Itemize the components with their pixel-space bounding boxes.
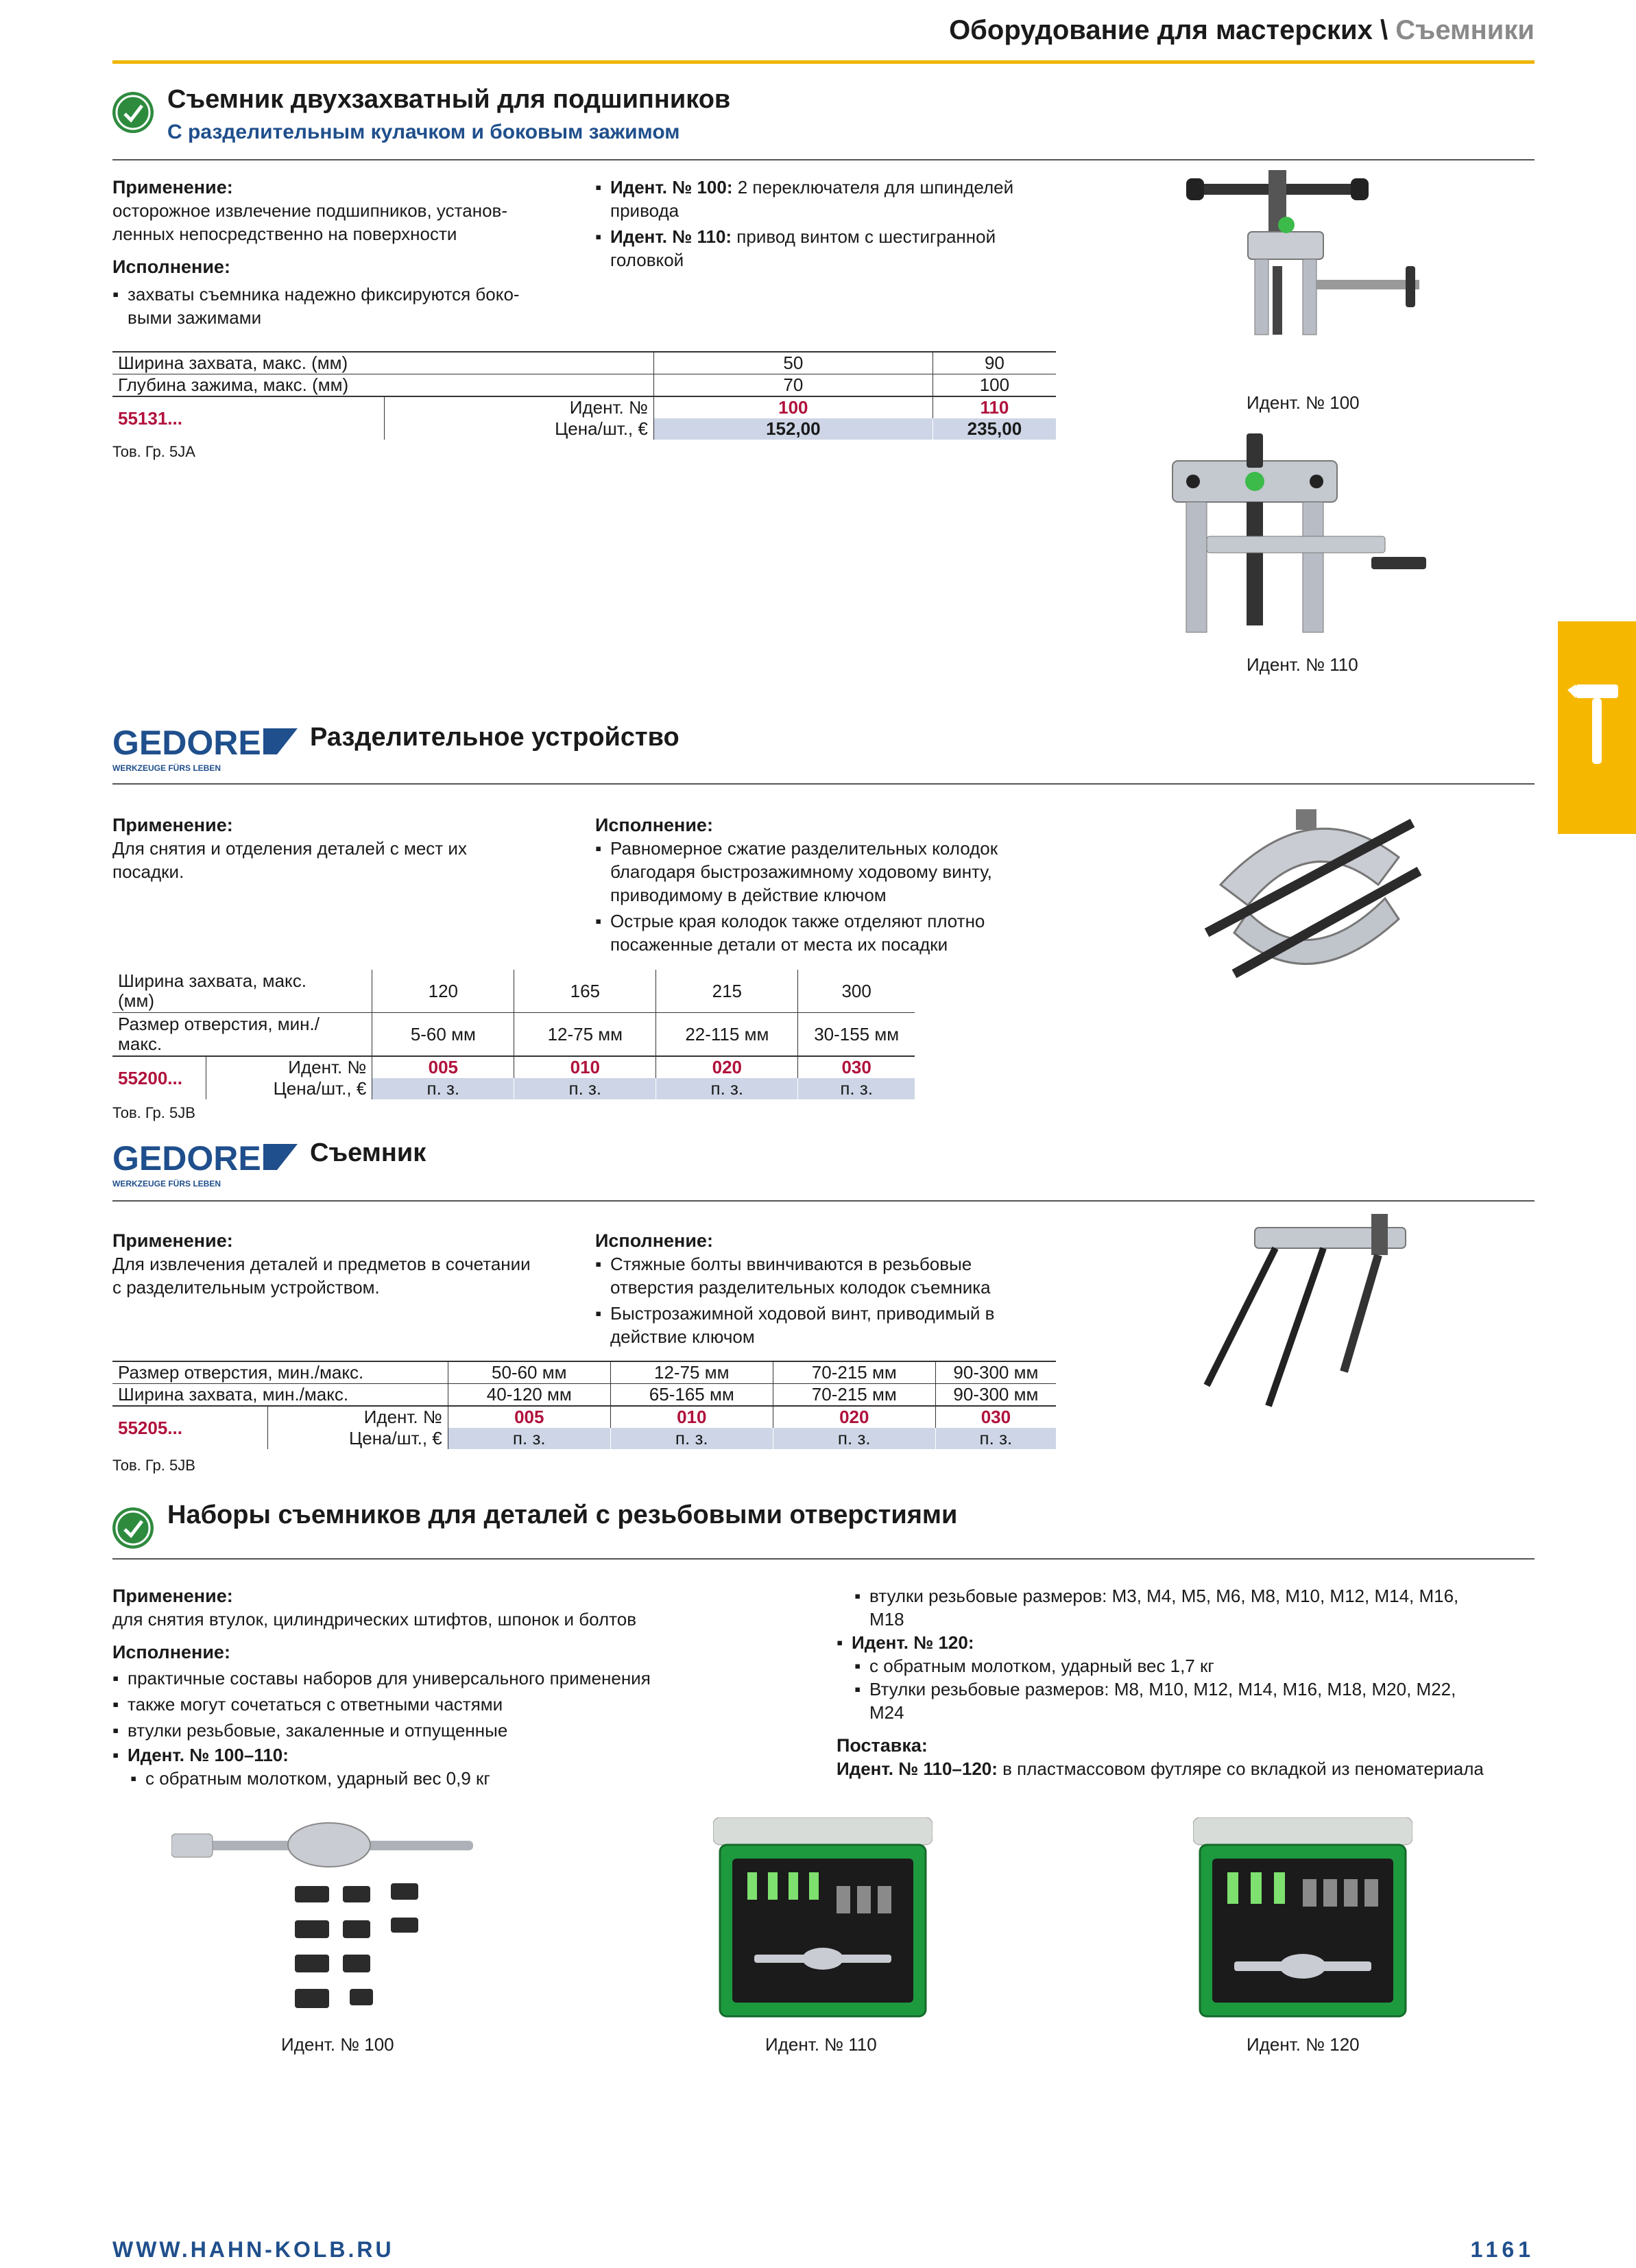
ident-label: Идент. № 110: <box>610 226 732 247</box>
header-subcategory: Съемники <box>1395 15 1535 45</box>
table-cell: 50-60 мм <box>448 1361 610 1384</box>
table-cell: 40-120 мм <box>448 1384 610 1407</box>
ident-text: головкой <box>610 250 684 270</box>
table-label: Цена/шт., € <box>385 418 654 440</box>
table-label: Размер отверстия, мин./макс. <box>112 1361 448 1384</box>
execution-bullet <box>112 283 579 329</box>
gedore-logo-text: GEDORE <box>112 724 261 762</box>
gedore-logo-text: GEDORE <box>112 1139 261 1178</box>
section4-rule <box>112 1558 1535 1560</box>
section1-rule <box>112 159 1535 160</box>
delivery-text <box>837 1757 1536 1780</box>
table-cell: 65-165 мм <box>610 1384 773 1407</box>
ident-sub-bullet <box>854 1584 1536 1631</box>
table-row <box>112 970 915 1013</box>
table-cell: 5-60 мм <box>372 1013 514 1057</box>
ident-number: 030 <box>981 1407 1011 1427</box>
table-cell: 12-75 мм <box>514 1013 656 1057</box>
bullet-line: отверстия разделительных колодок съемника <box>610 1277 991 1298</box>
bullet-line: действие ключом <box>610 1326 755 1347</box>
header-category: Оборудование для мастерских <box>949 15 1373 45</box>
puller-set-110-image <box>713 1817 933 2023</box>
table-row <box>112 352 1056 374</box>
table-label <box>112 1013 372 1057</box>
price-cell: п. з. <box>514 1078 656 1099</box>
execution-label: Исполнение: <box>112 256 230 277</box>
price-cell: п. з. <box>798 1078 915 1099</box>
application-label: Применение: <box>112 815 233 835</box>
section1-subtitle: С разделительным кулачком и боковым зажимом <box>167 121 680 143</box>
table-cell: 215 <box>656 970 798 1013</box>
table-label <box>112 970 372 1013</box>
table-cell: 90-300 мм <box>953 1362 1039 1383</box>
execution-bullet <box>595 1302 1116 1348</box>
puller-100-image <box>1179 170 1433 376</box>
price-cell: п. з. <box>935 1428 1056 1449</box>
table-row <box>112 1361 1056 1384</box>
section1-application <box>112 176 579 329</box>
table-cell: 90-300 мм <box>953 1384 1039 1405</box>
table-label-line: Размер отверстия, мин./ <box>118 1014 320 1034</box>
hammer-icon <box>1558 621 1636 834</box>
section2-application <box>112 813 592 883</box>
ident-number: 030 <box>841 1057 871 1077</box>
ident-number: 020 <box>773 1406 935 1428</box>
execution-bullet: ▪ практичные составы наборов для универсального применения <box>112 1667 826 1690</box>
table-cell: 100 <box>979 374 1010 395</box>
table-cell: 12-75 мм <box>610 1361 773 1384</box>
bullet-line: M18 <box>869 1609 904 1630</box>
ident-bullet <box>112 1743 826 1767</box>
tov-gr: Тов. Гр. 5JB <box>112 1104 195 1121</box>
table-row <box>112 1384 1056 1407</box>
ident-label: Идент. № 120: <box>852 1632 974 1653</box>
section4-left-text <box>112 1584 826 1790</box>
ident-number: 010 <box>610 1406 773 1428</box>
section2-rule <box>112 783 1535 785</box>
table-row <box>112 396 1056 418</box>
price-cell: п. з. <box>656 1078 798 1099</box>
table-label: Цена/шт., € <box>268 1428 448 1449</box>
bullet-line: ▪ Быстрозажимной ходовой винт, приводимый в <box>610 1303 995 1324</box>
bullet-line: ▪ захваты съемника надежно фиксируются боко- <box>128 284 520 305</box>
image-caption: Идент. № 100 <box>1247 392 1360 413</box>
table-label-line: (мм) <box>118 990 155 1011</box>
table-cell: 50 <box>653 352 933 374</box>
ident-number: 100 <box>653 396 933 418</box>
price-cell: п. з. <box>610 1428 773 1449</box>
page-number: 1161 <box>1470 2237 1535 2262</box>
table-label: Цена/шт., € <box>206 1078 372 1099</box>
puller-image <box>1193 1214 1419 1420</box>
section4-title: Наборы съемников для деталей с резьбовыми отверстиями <box>167 1501 958 1529</box>
article-number: 55131... <box>112 396 385 440</box>
table-label: Идент. № <box>206 1056 372 1078</box>
table-label: Идент. № <box>268 1406 448 1428</box>
execution-bullet: ▪ втулки резьбовые, закаленные и отпущенные <box>112 1719 826 1742</box>
table-cell: 70-215 мм <box>773 1361 935 1384</box>
image-caption: Идент. № 110 <box>1247 654 1358 675</box>
footer-url[interactable]: WWW.HAHN-KOLB.RU <box>112 2237 394 2262</box>
ident-number: 010 <box>514 1056 656 1078</box>
section3-execution <box>595 1229 1116 1348</box>
gedore-tagline: WERKZEUGE FÜRS LEBEN <box>112 1179 221 1189</box>
gedore-tagline: WERKZEUGE FÜRS LEBEN <box>112 763 221 773</box>
application-text: посадки. <box>112 861 184 882</box>
image-caption: Идент. № 120 <box>1247 2034 1360 2055</box>
table-row <box>112 1013 915 1057</box>
bullet-line: ▪ Стяжные болты ввинчиваются в резьбовые <box>610 1254 972 1274</box>
execution-bullet <box>595 837 1116 907</box>
ident-sub-bullet: ▪ с обратным молотком, ударный вес 0,9 кг <box>130 1767 826 1790</box>
bullet-line: посаженные детали от места их посадки <box>610 934 948 955</box>
delivery-label: Поставка: <box>837 1735 928 1756</box>
table-label: Ширина захвата, макс. (мм) <box>112 352 653 374</box>
separator-device-image <box>1193 796 1426 1001</box>
table-label-line: Ширина захвата, макс. <box>118 970 306 991</box>
application-label: Применение: <box>112 1586 233 1606</box>
table-row <box>112 374 1056 397</box>
ident-label: Идент. № 100–110: <box>128 1745 289 1765</box>
puller-110-image <box>1166 433 1440 639</box>
ident-number: 005 <box>448 1406 610 1428</box>
table-row <box>112 1056 915 1078</box>
ident-number: 005 <box>372 1056 514 1078</box>
delivery-description: в пластмассовом футляре со вкладкой из пеноматериала <box>1002 1758 1484 1779</box>
execution-bullet <box>595 909 1116 956</box>
section1-idents <box>595 176 1075 272</box>
table-label: Ширина захвата, мин./макс. <box>112 1384 448 1407</box>
image-caption: Идент. № 100 <box>281 2034 394 2055</box>
table-cell: 300 <box>841 980 871 1001</box>
section2-execution <box>595 813 1116 956</box>
application-text: Для извлечения деталей и предметов в сочетании <box>112 1254 531 1274</box>
quality-badge-icon <box>111 1506 155 1550</box>
price-cell: п. з. <box>372 1078 514 1099</box>
gedore-logo <box>112 723 298 778</box>
table-label: Идент. № <box>385 396 654 418</box>
application-text: Для снятия и отделения деталей с мест их <box>112 838 467 859</box>
application-text: осторожное извлечение подшипников, установ- <box>112 200 507 221</box>
section3-spec-table <box>112 1361 1056 1449</box>
ident-sub-bullet: ▪ с обратным молотком, ударный вес 1,7 кг <box>854 1654 1536 1678</box>
price-cell: п. з. <box>448 1428 610 1449</box>
image-caption: Идент. № 110 <box>765 2034 877 2055</box>
tov-gr: Тов. Гр. 5JB <box>112 1457 195 1474</box>
price-cell: п. з. <box>773 1428 935 1449</box>
ident-text: привод винтом с шестигранной <box>736 226 996 247</box>
table-cell: 90 <box>984 353 1005 373</box>
header-separator: \ <box>1380 15 1388 45</box>
price-cell: 152,00 <box>653 418 933 440</box>
puller-set-120-image <box>1193 1817 1412 2023</box>
section3-title: Съемник <box>310 1138 426 1167</box>
section3-application <box>112 1229 592 1299</box>
section4-right-text <box>837 1584 1536 1780</box>
quality-badge-icon <box>111 91 155 134</box>
application-label: Применение: <box>112 177 233 198</box>
gedore-logo <box>112 1138 298 1193</box>
puller-set-100-image <box>171 1817 514 2037</box>
table-label-line: макс. <box>118 1034 163 1054</box>
ident-bullet <box>837 1631 1536 1654</box>
table-cell: 70-215 мм <box>773 1384 935 1407</box>
bullet-line: приводимому в действие ключом <box>610 885 887 905</box>
table-row <box>112 1406 1056 1428</box>
bullet-line: ▪ Острые края колодок также отделяют плотно <box>610 911 985 931</box>
table-cell: 165 <box>514 970 656 1013</box>
article-number: 55200... <box>112 1056 206 1099</box>
ident-label: Идент. № 100: <box>610 177 733 198</box>
bullet-line: M24 <box>869 1702 904 1723</box>
table-cell: 22-115 мм <box>656 1013 798 1057</box>
section2-title: Разделительное устройство <box>310 723 679 752</box>
price-cell: 235,00 <box>933 418 1056 440</box>
execution-label: Исполнение: <box>595 815 713 835</box>
bullet-line: благодаря быстрозажимному ходовому винту, <box>610 861 992 882</box>
bullet-line: ▪ втулки резьбовые размеров: M3, M4, M5, M6, M8, M10, M12, M14, M16, <box>869 1586 1459 1606</box>
execution-label: Исполнение: <box>112 1642 230 1662</box>
ident-number: 020 <box>656 1056 798 1078</box>
table-cell: 30-155 мм <box>814 1023 900 1045</box>
bullet-line: ▪ Втулки резьбовые размеров: M8, M10, M12, M14, M16, M18, M20, M22, <box>869 1679 1456 1699</box>
table-cell: 70 <box>653 374 933 397</box>
bullet-line: ▪ Равномерное сжатие разделительных колодок <box>610 838 998 859</box>
tov-gr: Тов. Гр. 5JA <box>112 443 195 460</box>
application-text: ленных непосредственно на поверхности <box>112 224 457 244</box>
ident-text: привода <box>610 200 679 221</box>
table-label: Глубина зажима, макс. (мм) <box>112 374 653 397</box>
bullet-line: выми зажимами <box>128 307 262 328</box>
table-cell: 120 <box>372 970 514 1013</box>
page-header-title <box>949 15 1535 46</box>
ident-text: 2 переключателя для шпинделей <box>737 177 1014 198</box>
delivery-ident: Идент. № 110–120: <box>837 1758 998 1779</box>
chapter-tab <box>1558 621 1636 834</box>
ident-number: 110 <box>980 397 1009 418</box>
table-row <box>112 1078 915 1099</box>
ident-bullet <box>595 176 1075 222</box>
execution-bullet: ▪ также могут сочетаться с ответными частями <box>112 1693 826 1716</box>
application-label: Применение: <box>112 1230 233 1251</box>
application-text: для снятия втулок, цилиндрических штифтов, шпонок и болтов <box>112 1609 637 1630</box>
article-number: 55205... <box>112 1406 268 1449</box>
header-rule <box>112 60 1535 64</box>
ident-sub-bullet <box>854 1678 1536 1724</box>
section1-title: Съемник двухзахватный для подшипников <box>167 85 731 114</box>
section3-rule <box>112 1200 1535 1202</box>
execution-label: Исполнение: <box>595 1230 713 1251</box>
section2-spec-table <box>112 970 915 1099</box>
execution-bullet <box>595 1252 1116 1299</box>
application-text: с разделительным устройством. <box>112 1277 380 1298</box>
ident-bullet <box>595 225 1075 272</box>
section1-spec-table <box>112 351 1056 440</box>
